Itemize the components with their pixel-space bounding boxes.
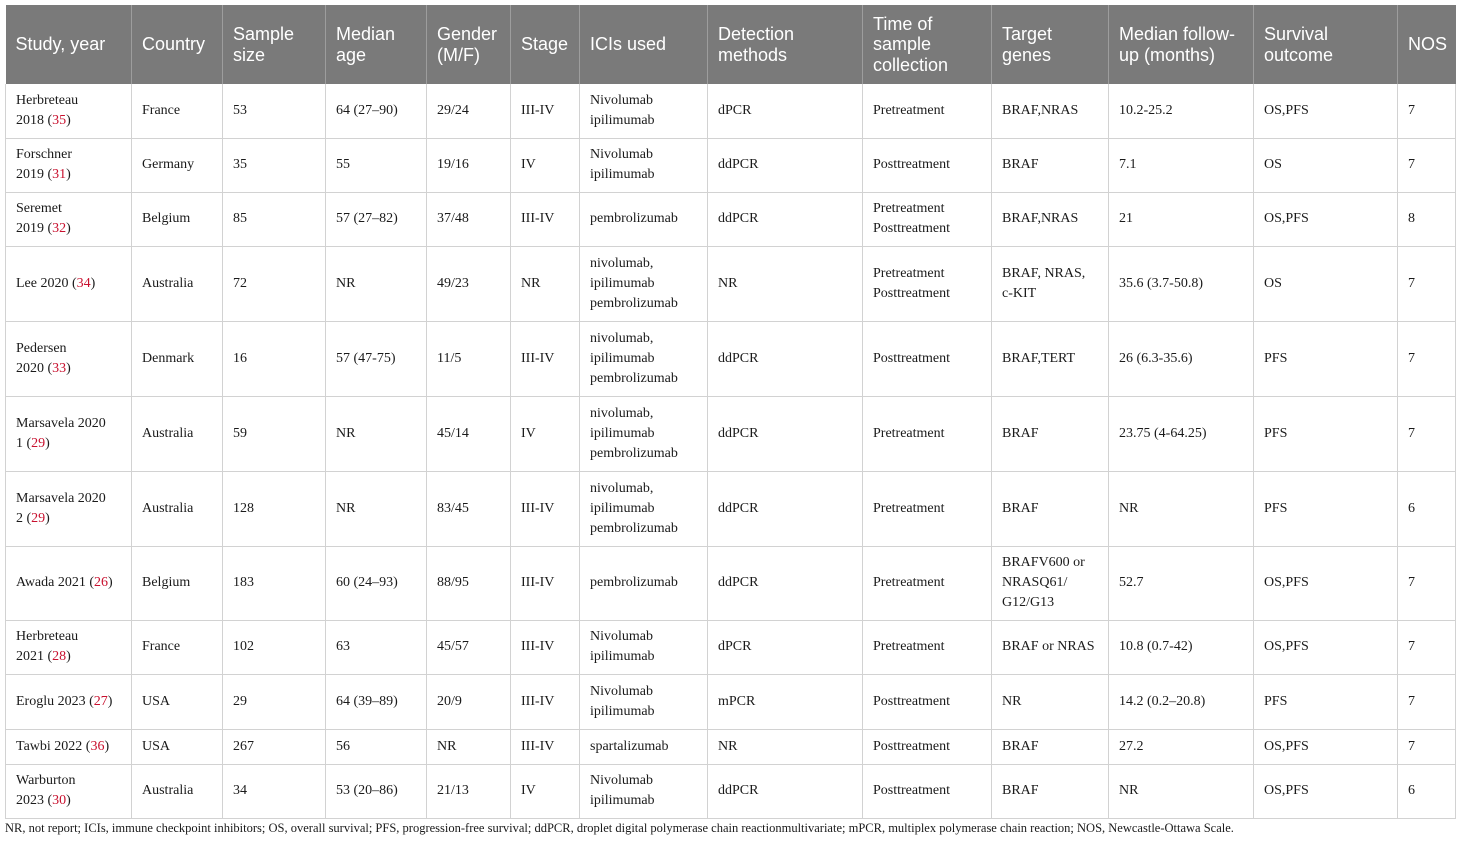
column-header: Survival outcome: [1254, 5, 1398, 84]
reference-link[interactable]: 32: [52, 221, 67, 236]
icis-used-cell: [580, 138, 708, 192]
stage-cell: IV: [511, 138, 580, 192]
stage-cell: NR: [511, 246, 580, 321]
study-year-line: 2 (29): [16, 510, 50, 526]
icis-used-cell-line: spartalizumab: [590, 738, 669, 754]
study-year-line: 2021 (28): [16, 649, 71, 664]
target-genes-cell-line: BRAF: [1002, 500, 1039, 516]
study-year-cell: [6, 138, 132, 192]
reference-link[interactable]: 30: [52, 793, 67, 808]
detection-method-cell: NR: [708, 246, 863, 321]
country-cell: Australia: [132, 246, 223, 321]
study-year-cell: [6, 84, 132, 138]
sample-time-cell: [863, 620, 992, 674]
icis-used-cell-line: Nivolumab: [590, 147, 653, 162]
icis-used-cell-line: ipilimumab: [590, 425, 655, 441]
sample-time-cell-line: Pretreatment: [873, 265, 945, 281]
survival-outcome-cell: OS,PFS: [1254, 84, 1398, 138]
stage-cell: III-IV: [511, 546, 580, 620]
median-followup-cell: 21: [1109, 192, 1254, 246]
sample-time-cell: [863, 764, 992, 818]
study-year-line: Forschner: [16, 147, 72, 162]
reference-link[interactable]: 29: [31, 510, 46, 526]
target-genes-cell: [992, 620, 1109, 674]
survival-outcome-cell: OS,PFS: [1254, 764, 1398, 818]
study-year-line: Tawbi 2022 (36): [16, 738, 110, 754]
median-followup-cell: 27.2: [1109, 729, 1254, 764]
study-year-cell: [6, 674, 132, 729]
study-year-line: Pedersen: [16, 340, 67, 356]
median-age-cell: 64 (27–90): [326, 84, 427, 138]
target-genes-cell-line: BRAF: [1002, 425, 1039, 441]
survival-outcome-cell: PFS: [1254, 674, 1398, 729]
sample-size-cell: 85: [223, 192, 326, 246]
table-row: [6, 138, 1456, 192]
icis-used-cell-line: Nivolumab: [590, 773, 653, 788]
gender-cell: 45/57: [427, 620, 511, 674]
median-followup-cell: 52.7: [1109, 546, 1254, 620]
detection-method-cell: ddPCR: [708, 764, 863, 818]
gender-cell: 45/14: [427, 396, 511, 471]
icis-used-cell-line: ipilimumab: [590, 703, 655, 719]
nos-score-cell: 7: [1398, 729, 1456, 764]
sample-time-cell-line: Posttreatment: [873, 350, 950, 366]
nos-score-cell: 7: [1398, 84, 1456, 138]
study-year-cell: [6, 620, 132, 674]
icis-used-cell-line: pembrolizumab: [590, 575, 678, 590]
sample-time-cell-line: Pretreatment: [873, 201, 945, 216]
column-header: Sample size: [223, 5, 326, 84]
survival-outcome-cell: PFS: [1254, 396, 1398, 471]
target-genes-cell: [992, 138, 1109, 192]
survival-outcome-cell: OS,PFS: [1254, 620, 1398, 674]
icis-used-cell-line: ipilimumab: [590, 649, 655, 664]
reference-link[interactable]: 36: [90, 738, 105, 754]
median-age-cell: 60 (24–93): [326, 546, 427, 620]
sample-time-cell-line: Posttreatment: [873, 285, 950, 301]
icis-used-cell-line: Nivolumab: [590, 683, 653, 699]
country-cell: France: [132, 620, 223, 674]
icis-used-cell: [580, 396, 708, 471]
nos-score-cell: 7: [1398, 674, 1456, 729]
study-year-cell: [6, 321, 132, 396]
icis-used-cell-line: nivolumab,: [590, 255, 654, 271]
icis-used-cell: [580, 246, 708, 321]
icis-used-cell-line: pembrolizumab: [590, 370, 678, 386]
nos-score-cell: 7: [1398, 546, 1456, 620]
sample-time-cell-line: Posttreatment: [873, 221, 950, 236]
sample-time-cell-line: Pretreatment: [873, 425, 945, 441]
study-year-line: Warburton: [16, 773, 76, 788]
icis-used-cell-line: Nivolumab: [590, 92, 653, 108]
gender-cell: 88/95: [427, 546, 511, 620]
median-age-cell: NR: [326, 471, 427, 546]
median-age-cell: NR: [326, 246, 427, 321]
icis-used-cell-line: ipilimumab: [590, 350, 655, 366]
nos-score-cell: 8: [1398, 192, 1456, 246]
median-age-cell: 57 (47-75): [326, 321, 427, 396]
icis-used-cell-line: pembrolizumab: [590, 520, 678, 536]
gender-cell: 37/48: [427, 192, 511, 246]
reference-link[interactable]: 26: [94, 575, 109, 590]
target-genes-cell-line: BRAF: [1002, 157, 1039, 172]
country-cell: Australia: [132, 764, 223, 818]
reference-link[interactable]: 29: [31, 435, 46, 451]
icis-used-cell: [580, 321, 708, 396]
sample-size-cell: 35: [223, 138, 326, 192]
study-year-line: Awada 2021 (26): [16, 575, 113, 590]
detection-method-cell: ddPCR: [708, 138, 863, 192]
country-cell: Australia: [132, 396, 223, 471]
sample-time-cell-line: Posttreatment: [873, 693, 950, 709]
header-row: [6, 5, 1456, 84]
icis-used-cell-line: ipilimumab: [590, 112, 655, 128]
gender-cell: 11/5: [427, 321, 511, 396]
detection-method-cell: ddPCR: [708, 396, 863, 471]
sample-size-cell: 183: [223, 546, 326, 620]
sample-time-cell-line: Pretreatment: [873, 500, 945, 516]
table-row: [6, 246, 1456, 321]
stage-cell: III-IV: [511, 620, 580, 674]
column-header: Detection methods: [708, 5, 863, 84]
gender-cell: 83/45: [427, 471, 511, 546]
sample-time-cell: [863, 674, 992, 729]
icis-used-cell-line: nivolumab,: [590, 330, 654, 346]
gender-cell: 19/16: [427, 138, 511, 192]
sample-time-cell: [863, 138, 992, 192]
column-header: ICIs used: [580, 5, 708, 84]
icis-used-cell: [580, 471, 708, 546]
sample-size-cell: 128: [223, 471, 326, 546]
median-followup-cell: 7.1: [1109, 138, 1254, 192]
survival-outcome-cell: OS,PFS: [1254, 192, 1398, 246]
icis-used-cell-line: pembrolizumab: [590, 445, 678, 461]
sample-time-cell: [863, 84, 992, 138]
target-genes-cell: [992, 546, 1109, 620]
table-row: [6, 396, 1456, 471]
country-cell: Belgium: [132, 546, 223, 620]
survival-outcome-cell: OS,PFS: [1254, 729, 1398, 764]
target-genes-cell: [992, 396, 1109, 471]
gender-cell: 29/24: [427, 84, 511, 138]
table-footnote: NR, not report; ICIs, immune checkpoint inhibitors; OS, overall survival; PFS, progression-free survival; ddPCR, droplet digital polymerase chain reactionmultivariate; mPCR, multiplex polymerase chain reaction; NOS, Newcastle-Ottawa Scale.: [5, 821, 1234, 835]
icis-used-cell: [580, 84, 708, 138]
study-year-line: 2020 (33): [16, 360, 71, 376]
reference-link[interactable]: 33: [52, 360, 67, 376]
sample-time-cell: [863, 546, 992, 620]
survival-outcome-cell: PFS: [1254, 471, 1398, 546]
nos-score-cell: 7: [1398, 620, 1456, 674]
target-genes-cell: [992, 729, 1109, 764]
icis-used-cell-line: Nivolumab: [590, 629, 653, 644]
column-header: Study, year: [6, 5, 132, 84]
survival-outcome-cell: PFS: [1254, 321, 1398, 396]
table-row: [6, 546, 1456, 620]
median-age-cell: 53 (20–86): [326, 764, 427, 818]
target-genes-cell-line: BRAF or NRAS: [1002, 639, 1095, 654]
reference-link[interactable]: 28: [52, 649, 67, 664]
detection-method-cell: ddPCR: [708, 321, 863, 396]
detection-method-cell: mPCR: [708, 674, 863, 729]
icis-used-cell: [580, 620, 708, 674]
sample-size-cell: 59: [223, 396, 326, 471]
study-year-cell: [6, 764, 132, 818]
study-year-cell: [6, 246, 132, 321]
column-header: Target genes: [992, 5, 1109, 84]
study-year-cell: [6, 546, 132, 620]
icis-used-cell: [580, 192, 708, 246]
nos-score-cell: 6: [1398, 764, 1456, 818]
table-row: [6, 321, 1456, 396]
study-year-line: Herbreteau: [16, 92, 79, 108]
median-followup-cell: 35.6 (3.7-50.8): [1109, 246, 1254, 321]
table-row: [6, 84, 1456, 138]
study-year-line: 2023 (30): [16, 793, 71, 808]
study-year-line: 2019 (32): [16, 221, 71, 236]
target-genes-cell-line: BRAF,NRAS: [1002, 211, 1079, 226]
icis-used-cell: [580, 546, 708, 620]
reference-link[interactable]: 27: [93, 693, 108, 709]
sample-size-cell: 72: [223, 246, 326, 321]
target-genes-cell: [992, 246, 1109, 321]
detection-method-cell: ddPCR: [708, 192, 863, 246]
column-header: Stage: [511, 5, 580, 84]
column-header: Median follow-up (months): [1109, 5, 1254, 84]
sample-time-cell-line: Posttreatment: [873, 157, 950, 172]
gender-cell: NR: [427, 729, 511, 764]
table-row: [6, 764, 1456, 818]
country-cell: Germany: [132, 138, 223, 192]
median-followup-cell: 26 (6.3-35.6): [1109, 321, 1254, 396]
median-age-cell: 55: [326, 138, 427, 192]
sample-size-cell: 102: [223, 620, 326, 674]
study-year-line: 2018 (35): [16, 112, 71, 128]
study-year-line: Marsavela 2020: [16, 490, 106, 506]
sample-time-cell-line: Posttreatment: [873, 738, 950, 754]
median-followup-cell: 10.2-25.2: [1109, 84, 1254, 138]
median-age-cell: 56: [326, 729, 427, 764]
icis-used-cell-line: pembrolizumab: [590, 295, 678, 311]
median-followup-cell: 14.2 (0.2–20.8): [1109, 674, 1254, 729]
study-year-line: Marsavela 2020: [16, 415, 106, 431]
gender-cell: 20/9: [427, 674, 511, 729]
stage-cell: III-IV: [511, 192, 580, 246]
icis-used-cell-line: pembrolizumab: [590, 211, 678, 226]
reference-link[interactable]: 35: [52, 112, 67, 128]
icis-used-cell-line: ipilimumab: [590, 500, 655, 516]
target-genes-cell-line: BRAF,NRAS: [1002, 102, 1079, 118]
sample-time-cell: [863, 396, 992, 471]
sample-time-cell-line: Pretreatment: [873, 639, 945, 654]
nos-score-cell: 7: [1398, 396, 1456, 471]
country-cell: USA: [132, 729, 223, 764]
stage-cell: III-IV: [511, 471, 580, 546]
column-header: Gender (M/F): [427, 5, 511, 84]
reference-link[interactable]: 34: [76, 275, 91, 291]
sample-time-cell-line: Pretreatment: [873, 102, 945, 118]
target-genes-cell: [992, 471, 1109, 546]
target-genes-cell: [992, 192, 1109, 246]
sample-time-cell-line: Posttreatment: [873, 783, 950, 798]
table-row: [6, 471, 1456, 546]
sample-size-cell: 29: [223, 674, 326, 729]
icis-used-cell-line: ipilimumab: [590, 275, 655, 291]
column-header: Country: [132, 5, 223, 84]
target-genes-cell-line: G12/G13: [1002, 595, 1055, 610]
icis-used-cell-line: ipilimumab: [590, 167, 655, 182]
country-cell: Denmark: [132, 321, 223, 396]
sample-size-cell: 16: [223, 321, 326, 396]
target-genes-cell-line: BRAF, NRAS,: [1002, 265, 1086, 281]
study-year-cell: [6, 396, 132, 471]
target-genes-cell-line: NR: [1002, 693, 1022, 709]
sample-time-cell: [863, 246, 992, 321]
median-age-cell: 64 (39–89): [326, 674, 427, 729]
study-table-container: [5, 5, 1455, 819]
study-year-line: 2019 (31): [16, 167, 71, 182]
detection-method-cell: NR: [708, 729, 863, 764]
sample-time-cell: [863, 471, 992, 546]
stage-cell: III-IV: [511, 729, 580, 764]
table-row: [6, 620, 1456, 674]
target-genes-cell-line: BRAF: [1002, 738, 1039, 754]
nos-score-cell: 7: [1398, 321, 1456, 396]
gender-cell: 21/13: [427, 764, 511, 818]
study-characteristics-table: [5, 5, 1456, 819]
median-age-cell: 63: [326, 620, 427, 674]
reference-link[interactable]: 31: [52, 167, 67, 182]
survival-outcome-cell: OS,PFS: [1254, 546, 1398, 620]
median-followup-cell: 23.75 (4-64.25): [1109, 396, 1254, 471]
median-followup-cell: 10.8 (0.7-42): [1109, 620, 1254, 674]
study-year-line: Eroglu 2023 (27): [16, 693, 113, 709]
survival-outcome-cell: OS: [1254, 246, 1398, 321]
study-year-line: Lee 2020 (34): [16, 275, 96, 291]
study-year-cell: [6, 471, 132, 546]
stage-cell: IV: [511, 396, 580, 471]
icis-used-cell-line: ipilimumab: [590, 793, 655, 808]
study-year-cell: [6, 192, 132, 246]
target-genes-cell: [992, 674, 1109, 729]
icis-used-cell-line: nivolumab,: [590, 405, 654, 421]
target-genes-cell-line: NRASQ61/: [1002, 575, 1068, 590]
survival-outcome-cell: OS: [1254, 138, 1398, 192]
target-genes-cell-line: c-KIT: [1002, 285, 1037, 301]
study-year-line: Seremet: [16, 201, 62, 216]
target-genes-cell: [992, 764, 1109, 818]
nos-score-cell: 7: [1398, 246, 1456, 321]
table-row: [6, 729, 1456, 764]
detection-method-cell: ddPCR: [708, 546, 863, 620]
stage-cell: III-IV: [511, 321, 580, 396]
detection-method-cell: dPCR: [708, 620, 863, 674]
median-age-cell: 57 (27–82): [326, 192, 427, 246]
target-genes-cell-line: BRAFV600 or: [1002, 555, 1085, 570]
detection-method-cell: ddPCR: [708, 471, 863, 546]
column-header: Time of sample collection: [863, 5, 992, 84]
study-year-cell: [6, 729, 132, 764]
table-row: [6, 674, 1456, 729]
country-cell: France: [132, 84, 223, 138]
table-body: [6, 84, 1456, 818]
median-age-cell: NR: [326, 396, 427, 471]
sample-time-cell: [863, 321, 992, 396]
median-followup-cell: NR: [1109, 764, 1254, 818]
median-followup-cell: NR: [1109, 471, 1254, 546]
sample-time-cell: [863, 729, 992, 764]
column-header: Median age: [326, 5, 427, 84]
target-genes-cell-line: BRAF: [1002, 783, 1039, 798]
icis-used-cell: [580, 729, 708, 764]
detection-method-cell: dPCR: [708, 84, 863, 138]
target-genes-cell-line: BRAF,TERT: [1002, 350, 1076, 366]
country-cell: Australia: [132, 471, 223, 546]
target-genes-cell: [992, 84, 1109, 138]
table-row: [6, 192, 1456, 246]
gender-cell: 49/23: [427, 246, 511, 321]
column-header: NOS: [1398, 5, 1456, 84]
stage-cell: III-IV: [511, 84, 580, 138]
stage-cell: III-IV: [511, 674, 580, 729]
icis-used-cell: [580, 764, 708, 818]
sample-time-cell-line: Pretreatment: [873, 575, 945, 590]
country-cell: Belgium: [132, 192, 223, 246]
stage-cell: IV: [511, 764, 580, 818]
country-cell: USA: [132, 674, 223, 729]
sample-size-cell: 267: [223, 729, 326, 764]
nos-score-cell: 7: [1398, 138, 1456, 192]
study-year-line: Herbreteau: [16, 629, 79, 644]
nos-score-cell: 6: [1398, 471, 1456, 546]
icis-used-cell-line: nivolumab,: [590, 480, 654, 496]
sample-time-cell: [863, 192, 992, 246]
icis-used-cell: [580, 674, 708, 729]
target-genes-cell: [992, 321, 1109, 396]
sample-size-cell: 34: [223, 764, 326, 818]
study-year-line: 1 (29): [16, 435, 50, 451]
sample-size-cell: 53: [223, 84, 326, 138]
